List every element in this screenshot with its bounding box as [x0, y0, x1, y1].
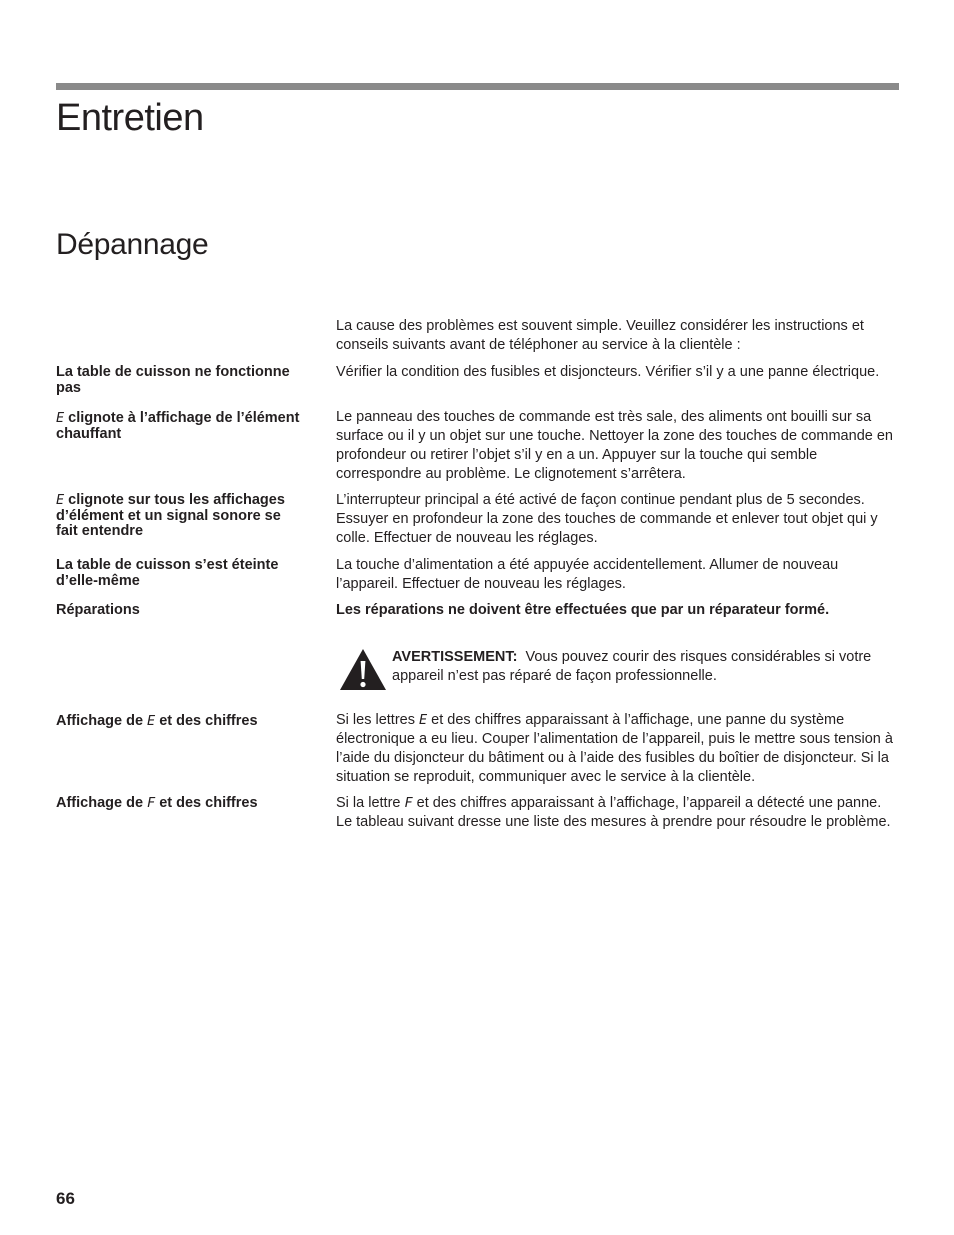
row-text: Le panneau des touches de commande est très sale, des aliments ont bouilli sur sa surface ou il y un objet sur une touche. Nettoyer la zone des touches de commande en profondeur ou retirer l’objet s’il y en a un. Appuyer sur la touche qui semble correspondre au problème. Le clignotement s’arrêtera.: [336, 409, 893, 482]
display-code: E: [147, 713, 156, 729]
row-label-text: Affichage de: [56, 795, 148, 811]
warning-heading: AVERTISSEMENT:: [392, 649, 518, 665]
row-text-part: et des chiffres apparaissant à l’affichage, l’appareil a détecté une panne. Le tableau suivant dresse une liste des mesures à prendre pour résoudre le problème.: [336, 795, 891, 830]
row-text: La touche d’alimentation a été appuyée accidentellement. Allumer de nouveau l’appareil. Effectuer de nouveau les réglages.: [336, 557, 839, 592]
row-text-part: Si la lettre: [336, 795, 405, 811]
display-code: E: [56, 410, 65, 426]
row-label-text: et des chiffres: [155, 713, 258, 729]
row-label: Réparations: [56, 602, 140, 618]
row-label-text: et des chiffres: [155, 795, 258, 811]
row-label-text: clignote à l’affichage de l’élément chauffant: [56, 410, 300, 442]
row-label: La table de cuisson ne fonctionne pas: [56, 364, 290, 396]
row-label: [56, 796, 306, 812]
row-text: [336, 711, 900, 787]
row-label: [56, 493, 306, 540]
warning-triangle-icon: [338, 647, 388, 692]
row-label: La table de cuisson s’est éteinte d’elle-même: [56, 557, 279, 589]
display-code: E: [419, 712, 428, 728]
row-text: L’interrupteur principal a été activé de façon continue pendant plus de 5 secondes. Essuyer en profondeur la zone des touches de commande et enlever tout objet qui y colle. Effectuer de nouveau les réglages.: [336, 492, 878, 546]
row-text: Vérifier la condition des fusibles et disjoncteurs. Vérifier s’il y a une panne électrique.: [336, 364, 880, 380]
row-text: [336, 794, 900, 832]
row-label-text: Affichage de: [56, 713, 148, 729]
header-rule: [56, 83, 899, 90]
chapter-title: Entretien: [56, 97, 204, 139]
row-text-part: Si les lettres: [336, 712, 419, 728]
warning-text: [392, 648, 902, 686]
row-label-text: clignote sur tous les affichages d’élément et un signal sonore se fait entendre: [56, 492, 285, 539]
display-code: F: [404, 795, 413, 811]
warning-body: Vous pouvez courir des risques considérables si votre appareil n’est pas réparé de façon professionnelle.: [392, 649, 872, 684]
row-text: Les réparations ne doivent être effectuées que par un réparateur formé.: [336, 602, 830, 618]
page-number: 66: [56, 1189, 75, 1208]
row-label: [56, 411, 306, 442]
display-code: F: [147, 795, 156, 811]
intro-text: La cause des problèmes est souvent simple. Veuillez considérer les instructions et conseils suivants avant de téléphoner au service à la clientèle :: [336, 318, 864, 353]
row-label: [56, 714, 306, 730]
display-code: E: [56, 492, 65, 508]
section-title: Dépannage: [56, 228, 209, 261]
row-text-part: et des chiffres apparaissant à l’affichage, une panne du système électronique a eu lieu. Couper l’alimentation de l’appareil, puis le mettre sous tension à l’aide du disjoncteur du bâtiment ou à l’aide des fusibles du boîtier de disjoncteur. Si la situation se reproduit, communiquer avec le service à la clientèle.: [336, 712, 893, 785]
